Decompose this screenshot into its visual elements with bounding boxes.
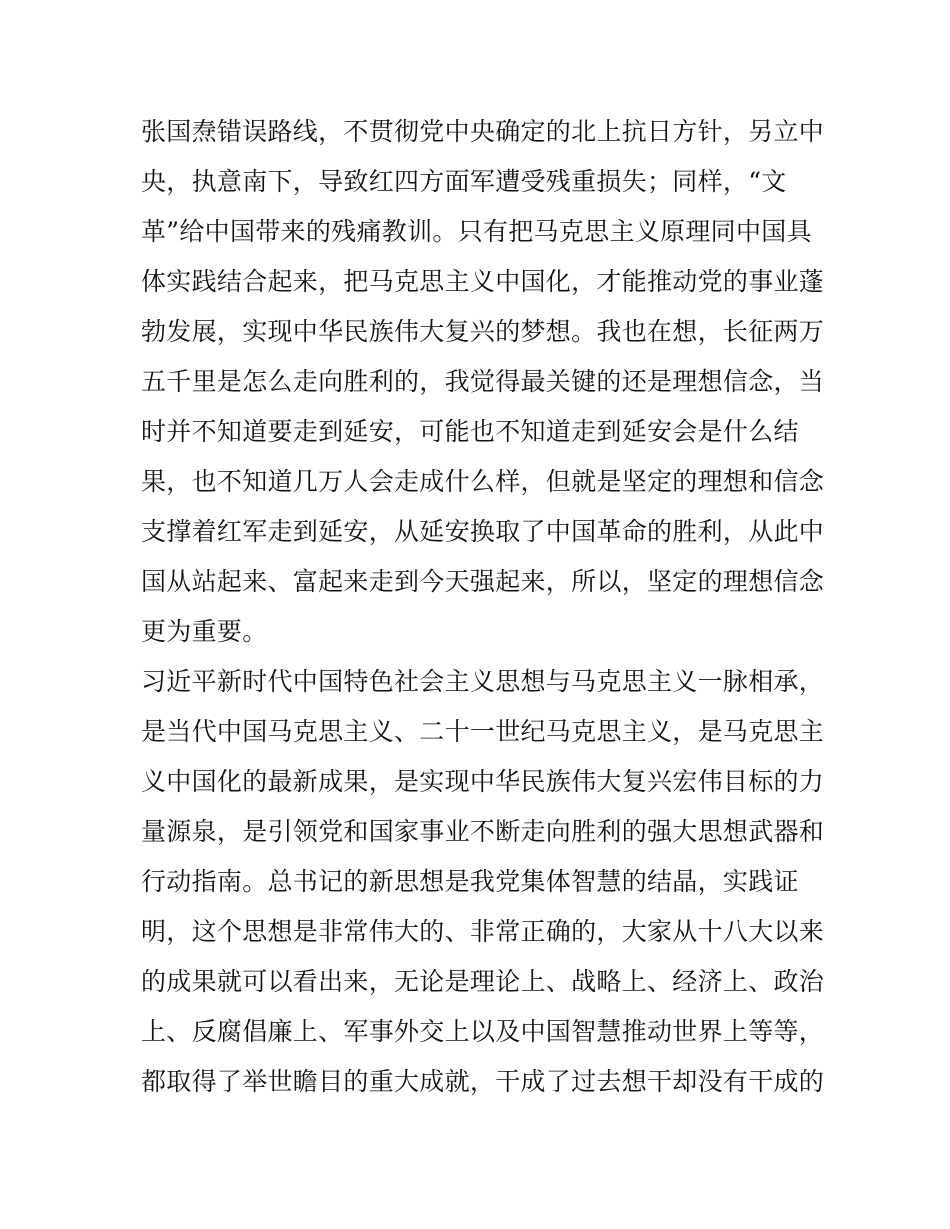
paragraph-2 bbox=[141, 657, 825, 1107]
text-line: 央，执意南下，导致红四方面军遭受残重损失；同样，“文 bbox=[141, 167, 787, 196]
text-line: 是当代中国马克思主义、二十一世纪马克思主义，是马克思主 bbox=[141, 717, 825, 746]
text-line: 习近平新时代中国特色社会主义思想与马克思主义一脉相承， bbox=[141, 667, 825, 696]
text-line: 行动指南。总书记的新思想是我党集体智慧的结晶，实践证 bbox=[141, 867, 799, 896]
text-line: 支撑着红军走到延安，从延安换取了中国革命的胜利，从此中 bbox=[141, 517, 825, 546]
text-line: 勃发展，实现中华民族伟大复兴的梦想。我也在想，长征两万 bbox=[141, 317, 825, 346]
text-line: 时并不知道要走到延安，可能也不知道走到延安会是什么结 bbox=[141, 417, 799, 446]
text-line: 明，这个思想是非常伟大的、非常正确的，大家从十八大以来 bbox=[141, 917, 825, 946]
text-line: 五千里是怎么走向胜利的，我觉得最关键的还是理想信念，当 bbox=[141, 367, 825, 396]
text-line: 的成果就可以看出来，无论是理论上、战略上、经济上、政治 bbox=[141, 967, 825, 996]
text-line: 果，也不知道几万人会走成什么样，但就是坚定的理想和信念 bbox=[141, 467, 825, 496]
text-line: 量源泉，是引领党和国家事业不断走向胜利的强大思想武器和 bbox=[141, 817, 825, 846]
text-line: 体实践结合起来，把马克思主义中国化，才能推动党的事业蓬 bbox=[141, 267, 825, 296]
text-line: 革”给中国带来的残痛教训。只有把马克思主义原理同中国具 bbox=[141, 217, 812, 246]
text-line: 上、反腐倡廉上、军事外交上以及中国智慧推动世界上等等， bbox=[141, 1017, 825, 1046]
text-line: 国从站起来、富起来走到今天强起来，所以，坚定的理想信念 bbox=[141, 567, 825, 596]
paragraph-1 bbox=[141, 107, 825, 657]
text-line: 更为重要。 bbox=[141, 617, 268, 646]
text-line: 义中国化的最新成果，是实现中华民族伟大复兴宏伟目标的力 bbox=[141, 767, 825, 796]
body-text bbox=[141, 107, 825, 1107]
text-line: 都取得了举世瞻目的重大成就，干成了过去想干却没有干成的 bbox=[141, 1067, 825, 1096]
text-line: 张国焘错误路线，不贯彻党中央确定的北上抗日方针，另立中 bbox=[141, 117, 825, 146]
